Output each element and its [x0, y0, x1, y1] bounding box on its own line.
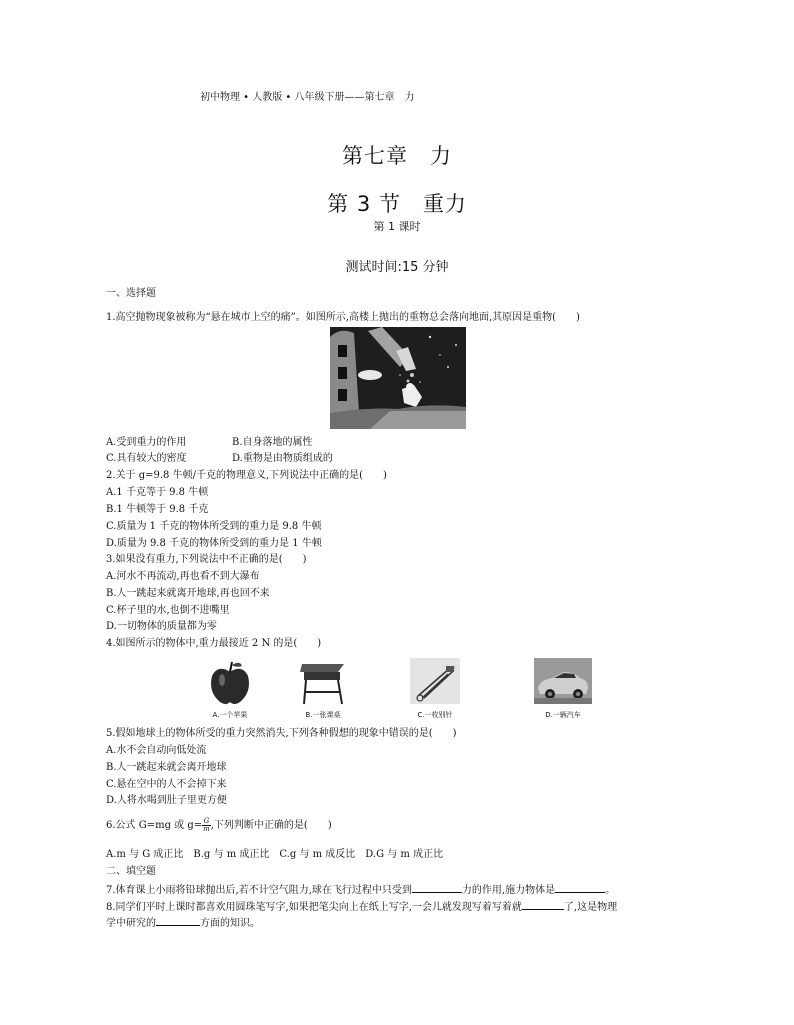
- q2-option-d: D.质量为 9.8 千克的物体所受到的重力是 1 牛顿: [106, 538, 322, 549]
- q1-option-d: D.重物是由物质组成的: [232, 453, 333, 464]
- q2-option-a: A.1 千克等于 9.8 牛顿: [106, 487, 209, 498]
- q3-option-a: A.河水不再流动,再也看不到大瀑布: [106, 571, 260, 582]
- q8-blank-2[interactable]: [156, 915, 200, 926]
- q5-option-d: D.人将水喝到肚子里更方便: [106, 795, 227, 806]
- lesson-label: 第 1 课时: [373, 220, 421, 233]
- car-image: [534, 658, 592, 704]
- q7-text-3: 。: [605, 885, 616, 896]
- q7-text-1: 7.体育课上小雨将铅球抛出后,若不计空气阻力,球在飞行过程中只受到: [106, 885, 412, 896]
- q3-stem: 3.如果没有重力,下列说法中不正确的是( ): [106, 554, 307, 565]
- q5-option-c: C.悬在空中的人不会掉下来: [106, 779, 227, 790]
- q6-stem-before: 6.公式 G=mg 或 g=: [106, 820, 203, 831]
- q6-frac-den: m: [203, 825, 210, 833]
- q8-line2: [106, 915, 260, 931]
- q2-option-b: B.1 牛顿等于 9.8 千克: [106, 504, 209, 515]
- desk-image: [298, 660, 348, 706]
- part1-title: 一、选择题: [106, 288, 156, 299]
- q8-line1: [106, 899, 617, 915]
- safety-pin-image: [410, 658, 460, 704]
- q8-text-2: 了,这是物理: [563, 902, 618, 913]
- q6-fraction: [202, 818, 211, 833]
- q6-options: A.m 与 G 成正比 B.g 与 m 成正比 C.g 与 m 成反比 D.G 与 m 成正比: [106, 849, 444, 860]
- q1-option-a: A.受到重力的作用: [106, 437, 187, 448]
- q5-option-b: B.人一跳起来就会离开地球: [106, 762, 227, 773]
- q1-option-c: C.具有较大的密度: [106, 453, 187, 464]
- q5-option-a: A.水不会自动向低处流: [106, 745, 207, 756]
- q4-caption-c: C.一枚别针: [417, 711, 453, 719]
- q1-options-row2: [106, 452, 333, 466]
- q3-option-b: B.人一跳起来就离开地球,再也回不来: [106, 588, 270, 599]
- q4-caption-b: B.一张课桌: [305, 711, 341, 719]
- q8-text-1: 8.同学们平时上课时都喜欢用圆珠笔写字,如果把笔尖向上在纸上写字,一会儿就发现写着写着就: [106, 902, 522, 913]
- q8-text-3: 学中研究的: [106, 918, 156, 929]
- q1-option-b: B.自身落地的属性: [232, 437, 313, 448]
- q4-stem: 4.如图所示的物体中,重力最接近 2 N 的是( ): [106, 638, 322, 649]
- q5-stem: 5.假如地球上的物体所受的重力突然消失,下列各种假想的现象中错误的是( ): [106, 728, 457, 739]
- chapter-title: 第七章 力: [342, 144, 452, 168]
- page-header: 初中物理 • 人教版 • 八年级下册——第七章 力: [200, 92, 415, 103]
- part2-title: 二、填空题: [106, 866, 156, 877]
- q1-options-row1: [106, 436, 313, 450]
- q8-text-4: 方面的知识。: [200, 918, 260, 929]
- q8-blank-1[interactable]: [522, 899, 564, 910]
- q7-text-2: 力的作用,施力物体是: [461, 885, 556, 896]
- q3-option-d: D.一切物体的质量都为零: [106, 621, 217, 632]
- section-title: 第 3 节 重力: [327, 192, 467, 216]
- q7: [106, 882, 615, 898]
- test-time: 测试时间:15 分钟: [345, 260, 449, 275]
- q6-stem-after: ,下列判断中正确的是( ): [210, 820, 332, 831]
- q4-caption-a: A.一个苹果: [212, 711, 248, 719]
- q7-blank-2[interactable]: [555, 882, 605, 893]
- q4-caption-d: D.一辆汽车: [545, 711, 581, 719]
- q1-stem: 1.高空抛物现象被称为“悬在城市上空的痛”。如图所示,高楼上抛出的重物总会落向地面,其原因是重物( ): [106, 312, 580, 323]
- q7-blank-1[interactable]: [412, 882, 462, 893]
- falling-object-illustration: [330, 327, 466, 429]
- q2-stem: 2.关于 g=9.8 牛顿/千克的物理意义,下列说法中正确的是( ): [106, 470, 387, 481]
- apple-image: [208, 660, 252, 706]
- q6-frac-num: G: [203, 817, 210, 825]
- q6-stem: [106, 818, 332, 833]
- q2-option-c: C.质量为 1 千克的物体所受到的重力是 9.8 牛顿: [106, 521, 322, 532]
- q3-option-c: C.杯子里的水,也倒不进嘴里: [106, 605, 230, 616]
